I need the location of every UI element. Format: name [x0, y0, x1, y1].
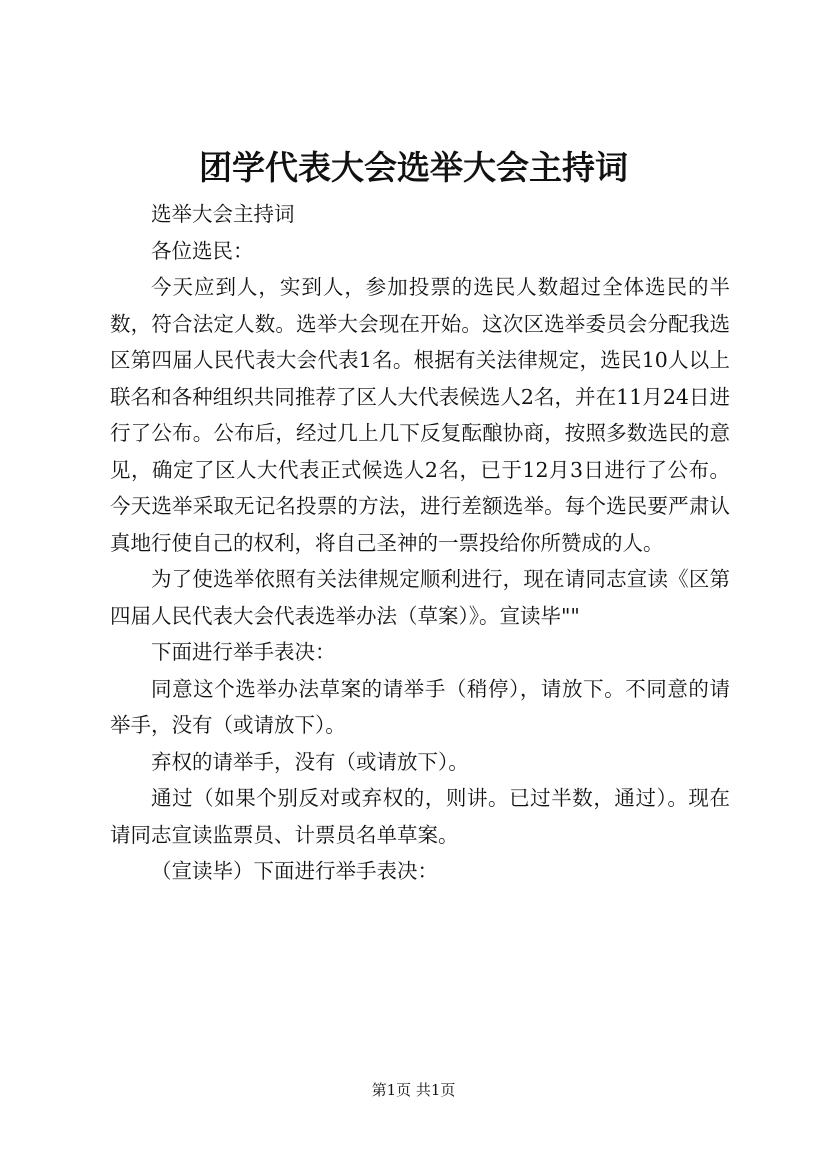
document-body	[110, 196, 730, 890]
paragraph: 选举大会主持词	[151, 202, 295, 226]
paragraph: 通过（如果个别反对或弃权的，则讲。已过半数，通过）。现在请同志宣读监票员、计票员名单草案。	[110, 786, 730, 847]
paragraph: 同意这个选举办法草案的请举手（稍停），请放下。不同意的请举手，没有（或请放下）。	[110, 676, 730, 737]
paragraph: 下面进行举手表决：	[151, 640, 336, 664]
document-title: 团学代表大会选举大会主持词	[199, 148, 628, 187]
paragraph: 今天应到人，实到人，参加投票的选民人数超过全体选民的半数，符合法定人数。选举大会现在开始。这次区选举委员会分配我选区第四届人民代表大会代表1名。根据有关法律规定，选民10人以上联名和各种组织共同推荐了区人大代表候选人2名，并在11月24日进行了公布。公布后，经过几上几下反复酝酿协商，按照多数选民的意见，确定了区人大代表正式候选人2名，已于12月3日进行了公布。今天选举采取无记名投票的方法，进行差额选举。每个选民要严肃认真地行使自己的权利，将自己圣神的一票投给你所赞成的人。	[110, 275, 730, 555]
paragraph: 为了使选举依照有关法律规定顺利进行，现在请同志宣读《区第四届人民代表大会代表选举办法（草案）》。宣读毕""	[110, 567, 730, 628]
paragraph: 弃权的请举手，没有（或请放下）。	[151, 749, 469, 774]
paragraph: （宣读毕）下面进行举手表决：	[151, 859, 438, 883]
paragraph: 各位选民：	[151, 238, 254, 263]
page-number-footer: 第1页 共1页	[371, 1081, 456, 1099]
